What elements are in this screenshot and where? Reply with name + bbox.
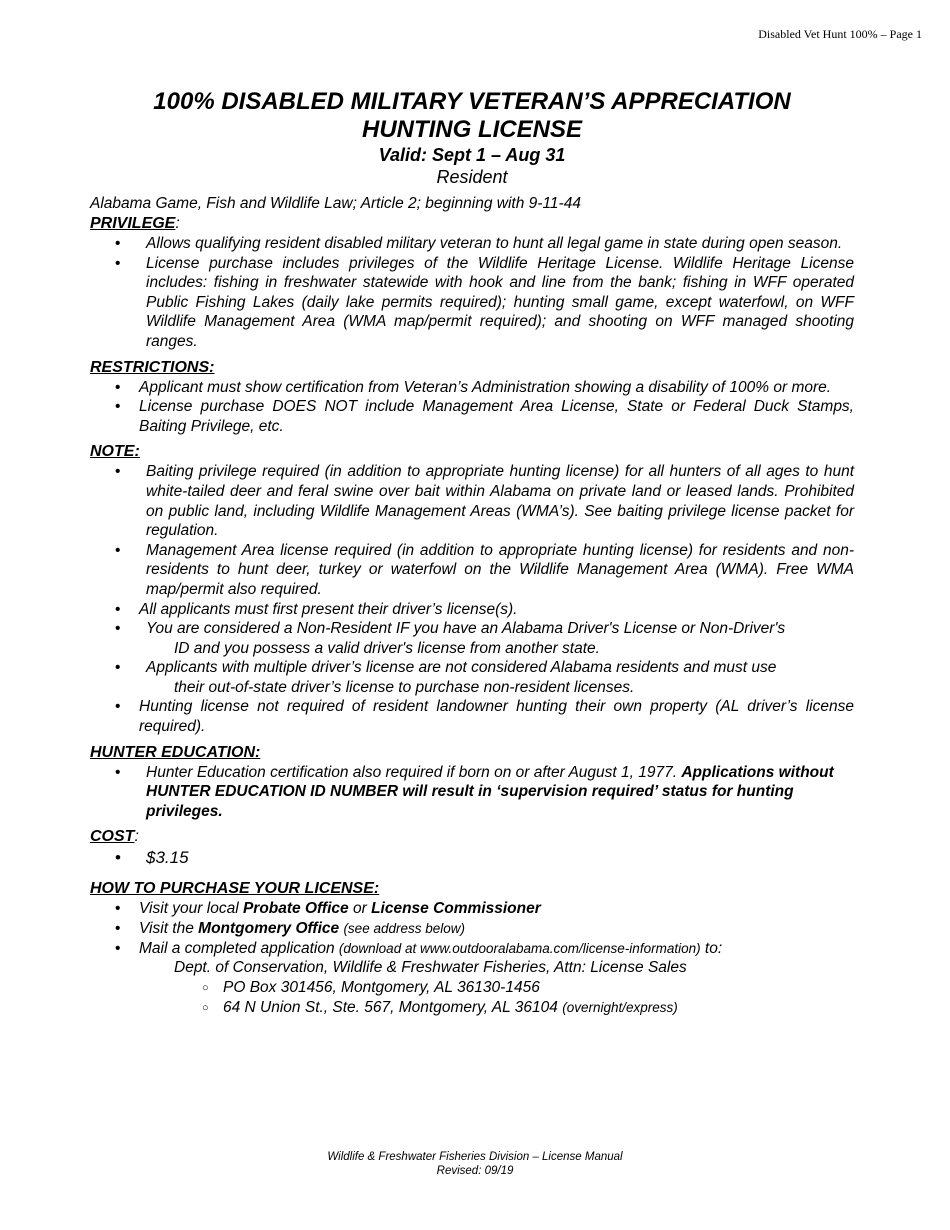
purchase-heading: HOW TO PURCHASE YOUR LICENSE: [90, 880, 380, 898]
hunter-education-heading: HUNTER EDUCATION: [90, 743, 261, 761]
address-list [90, 978, 854, 1018]
list-item: • Baiting privilege required (in addition to appropriate hunting license) for all hunters of all ages to hunt white-tailed deer and feral swine over bait within Alabama on private land or leased lands. Prohibited on public land, including Wildlife Management Areas (WMA’s). See baiting privilege license packet for regulation. [90, 462, 854, 540]
list-item-nonresident: • You are considered a Non-Resident IF you have an Alabama Driver's License or Non-Driver's ID and you possess a valid driver's license from another state. [90, 619, 866, 658]
footer-line-2: Revised: 09/19 [436, 1165, 514, 1177]
list-item: • Allows qualifying resident disabled military veteran to hunt all legal game in state during open season. [90, 234, 854, 254]
purchase-list [90, 899, 854, 958]
list-item-local: • Visit your local Probate Office or License Commissioner [90, 899, 854, 919]
list-item-multiple-license: • Applicants with multiple driver’s license are not considered Alabama residents and must use their out-of-state driver’s license to purchase non-resident licenses. [90, 658, 866, 697]
footer [0, 1150, 950, 1178]
note-list [90, 462, 854, 736]
list-item: • License purchase includes privileges of the Wildlife Heritage License. Wildlife Heritage License includes: fishing in freshwater statewide with hook and line from the bank; fishing in WFF operated Public Fishing Lakes (daily lake permits required); hunting small game, except waterfowl, on WFF Wildlife Management Area (WMA map/permit required); and shooting on WFF managed shooting ranges. [90, 254, 854, 352]
list-item: • All applicants must first present their driver’s license(s). [90, 600, 854, 620]
mail-department: Dept. of Conservation, Wildlife & Freshwater Fisheries, Attn: License Sales [174, 959, 687, 977]
law-reference: Alabama Game, Fish and Wildlife Law; Article 2; beginning with 9-11-44 [90, 195, 581, 212]
address-street: ○ 64 N Union St., Ste. 567, Montgomery, AL 36104 (overnight/express) [90, 998, 854, 1018]
list-item: • Hunter Education certification also required if born on or after August 1, 1977. Applications without HUNTER EDUCATION ID NUMBER will result in ‘supervision required’ status for hunting privileges. [90, 763, 854, 822]
cost-heading: COST: [90, 828, 139, 846]
address-po-box: ○ PO Box 301456, Montgomery, AL 36130-1456 [90, 978, 854, 998]
list-item: • Management Area license required (in addition to appropriate hunting license) for residents and non-residents to hunt deer, turkey or waterfowl on the Wildlife Management Area (WMA). Free WMA map/permit also required. [90, 541, 854, 600]
title-line-2: HUNTING LICENSE [361, 116, 582, 143]
title-line-1: 100% DISABLED MILITARY VETERAN’S APPRECIATION [153, 88, 791, 115]
list-item-montgomery: • Visit the Montgomery Office (see address below) [90, 919, 854, 939]
privilege-list [90, 234, 854, 352]
list-item: • License purchase DOES NOT include Management Area License, State or Federal Duck Stamps, Baiting Privilege, etc. [90, 397, 854, 436]
footer-line-1: Wildlife & Freshwater Fisheries Division – License Manual [327, 1151, 623, 1163]
residency: Resident [436, 167, 508, 187]
restrictions-list [90, 378, 854, 437]
cost-value: • $3.15 [90, 847, 854, 869]
note-heading: NOTE: [90, 443, 140, 461]
page-header: Disabled Vet Hunt 100% – Page 1 [758, 27, 922, 41]
list-item: • Applicant must show certification from Veteran’s Administration showing a disability of 100% or more. [90, 378, 854, 398]
privilege-heading: PRIVILEGE: [90, 215, 180, 232]
cost-list [90, 847, 854, 869]
restrictions-heading: RESTRICTIONS: [90, 358, 215, 376]
valid-period: Valid: Sept 1 – Aug 31 [378, 145, 566, 165]
hunter-education-list [90, 763, 854, 822]
document-body [90, 88, 854, 1018]
list-item-mail: • Mail a completed application (download at www.outdooralabama.com/license-information) to: [90, 939, 854, 959]
list-item: • Hunting license not required of resident landowner hunting their own property (AL driver’s license required). [90, 697, 854, 736]
